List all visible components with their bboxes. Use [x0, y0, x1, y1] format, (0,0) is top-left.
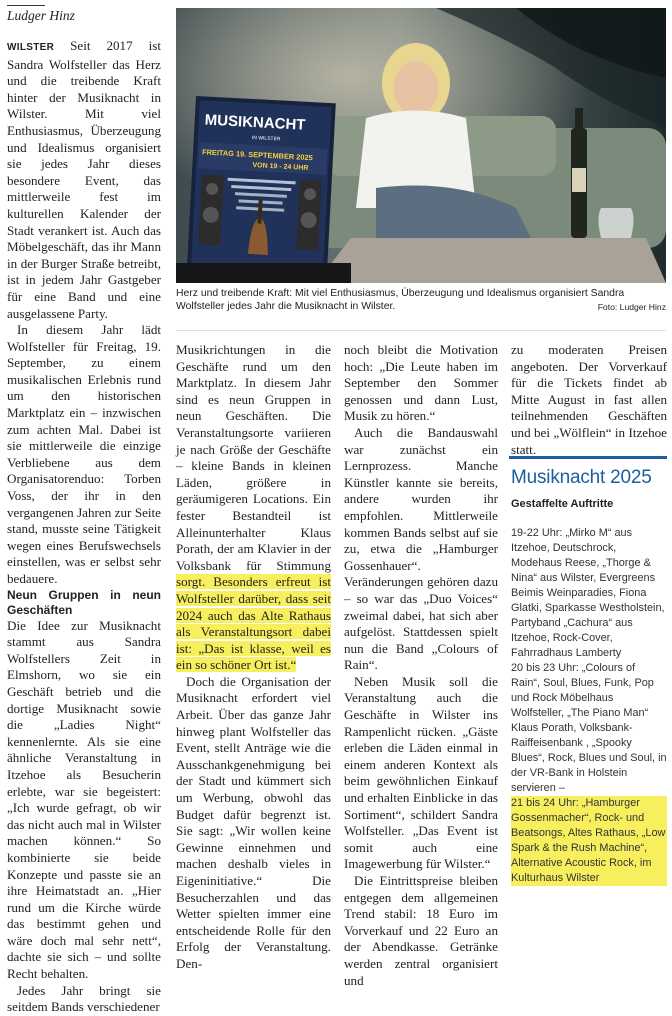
highlighted-text: sorgt. Besonders erfreut ist Wolfsteller darüber, dass seit 2024 auch das Alte Rathaus als Veranstaltungsort dabei ist: „Das ist klasse, weil es ein so schöner Ort ist.“ — [176, 574, 331, 673]
paragraph: In diesem Jahr lädt Wolfsteller für Freitag, 19. September, zu einem musikalischen Erlebnis rund um den historischen Marktplatz ein – inzwischen zum achten Mal. Dabei ist sie mittlerweile die einzige Verbliebene aus dem Organisatorenduo: Torben Voss, der ihr in den vergangenen Jahren zur Seite stand, musste seine Tätigkeit wegen eines Berufswechsels einstellen, was er selbst sehr bedauere. — [7, 322, 161, 586]
schedule-block: 20 bis 23 Uhr: „Colours of Rain“, Soul, Blues, Funk, Pop und Rock Möbelhaus Wolfsteller, „The Piano Man“ Klaus Porath, Volksbank-Raiffeisenbank , „Spooky Blues“, Rock, Blues und Soul, in der VR-Bank in Holstein servieren – — [511, 662, 667, 794]
article-column-4 — [511, 342, 667, 457]
schedule-list — [511, 526, 667, 886]
info-box-subtitle: Gestaffelte Auftritte — [511, 498, 614, 510]
article-column-1 — [7, 38, 161, 1015]
paragraph: Doch die Organisation der Musiknacht erfordert viel Arbeit. Über das ganze Jahr hinweg plant Wolfsteller das Event, stellt Anträge wie die Ausschankgenehmigung bei der Stadt und kümmert sich um Werbung, obwohl das Budget dafür begrenzt ist. Sie sagt: „Wir wollen keine Gewinne einnehmen und machen deshalb vieles in Eigeninitiative.“ Die Besucherzahlen und das Wetter spielten immer eine entscheidende Rolle für den Erfolg der Veranstaltung. Den- — [176, 673, 331, 971]
paragraph: noch bleibt die Motivation hoch: „Die Leute haben im September den Sommer genossen und dann Lust, Musik zu hören.“ — [344, 342, 498, 424]
article-column-3 — [344, 342, 498, 988]
schedule-block: 19-22 Uhr: „Mirko M“ aus Itzehoe, Deutschrock, Modehaus Reese, „Thorge & Nina“ aus Wilster, Evergreens Beimis Weinparadies, Fiona Glatki, Sparkasse Westholstein, Partyband „Cachura“ aus Itzehoe, Rock-Cover, Fahrradhaus Lamberty — [511, 527, 665, 659]
paragraph — [7, 38, 161, 322]
paragraph: Neben Musik soll die Veranstaltung auch die Geschäfte in Wilster ins Rampenlicht rücken. „Gäste erleben die Läden einmal in einem anderen Kontext als beim gewöhnlichen Einkauf und erhalten Einblicke in das Sortiment“, schildert Sandra Wolfsteller. „Das Event ist somit auch eine Imagewerbung für Wilster.“ — [344, 673, 498, 872]
poster-time: VON 19 - 24 UHR — [252, 162, 309, 172]
subheading: Neun Gruppen in neun Geschäften — [7, 587, 161, 617]
poster-date: FREITAG 19. SEPTEMBER 2025 — [201, 147, 313, 163]
article-photo — [176, 8, 666, 283]
article-column-2 — [176, 342, 331, 971]
paragraph: Auch die Bandauswahl war zunächst ein Lernprozess. Manche Künstler kannte sie bereits, andere wurden ihr empfohlen. Mittlerweile kommen Bands selbst auf sie zu, etwa die „Hamburger Gossenhauer“. Veränderungen gehören dazu – so war das „Duo Voices“ zweimal dabei, hat sich aber aufgelöst. Stattdessen spielt nun die Band „Colours of Rain“. — [344, 424, 498, 673]
paragraph: Die Idee zur Musiknacht stammt aus Sandra Wolfstellers Zeit in Elmshorn, wo sie ein Geschäft betrieb und die dortige Musiknacht sowie die „Ladies Night“ kennenlernte. Als sie eine ähnliche Veranstaltung in Itzehoe als Besucherin erlebte, war sie begeistert: „Ich wurde gefragt, ob wir das nicht auch mal in Wilster machen können.“ So kombinierte sie beide Konzepte und passte sie an ihre Heimatstadt an. „Hier rund um die Kirche würde das bestimmt gehen und wäre doch mal sehr nett“, dachte sie sich – und sollte Recht behalten. — [7, 617, 161, 982]
paragraph — [176, 342, 331, 674]
divider — [176, 330, 666, 331]
info-box — [509, 456, 667, 884]
paragraph-text: Seit 2017 ist Sandra Wolfsteller das Herz und die treibende Kraft hinter der Musiknacht in Wilster. Mit viel Enthusiasmus, Überzeugung und Idealismus organisiert sie jedes Jahr dieses besondere Event, das mittlerweile fest im kulturellen Kalender der Stadt verankert ist. Auch das Möbelgeschäft, das ihr Mann in der Burger Straße betreibt, ist in jedem Jahr Gastgeber für eine Band und eine ausgelassene Party. — [7, 38, 161, 321]
dateline: WILSTER — [7, 42, 55, 53]
poster-title: MUSIKNACHT — [204, 111, 306, 134]
paragraph-text: Musikrichtungen in die Geschäfte rund um den Marktplatz. In diesem Jahr sind es neun Gruppen in neun Geschäften. Die Veranstaltungsorte variieren je nach Größe der Geschäfte – kleine Bands in kleinen Läden, größere in geräumigeren Locations. Ein fester Bestandteil ist Alleinunterhalter Klaus Porath, der am Klavier in der Volksbank für Stimmung — [176, 342, 331, 573]
schedule-block-highlighted: 21 bis 24 Uhr: „Hamburger Gossenmacher“, Rock- und Beatsongs, Altes Rathaus, „Low Spark & the Rush Machine“, Alternative Acoustic Rock, im Kulturhaus Wilster — [511, 797, 666, 884]
photo-credit: Foto: Ludger Hinz — [597, 302, 666, 313]
photo-scene — [176, 8, 666, 283]
info-box-title: Musiknacht 2025 — [511, 467, 652, 488]
paragraph: Jedes Jahr bringt sie seitdem Bands verschiedener — [7, 982, 161, 1015]
paragraph: zu moderaten Preisen angeboten. Der Vorverkauf für die Tickets findet ab Mitte August in fast allen teilnehmenden Geschäften und bei „Wölflein“ in Itzehoe statt. — [511, 342, 667, 457]
poster-place: IN WILSTER — [251, 134, 281, 143]
caption-text: Herz und treibende Kraft: Mit viel Enthusiasmus, Überzeugung und Idealismus organisiert Sandra Wolfsteller jedes Jahr die Musiknacht in Wilster. — [176, 288, 625, 313]
photo-caption — [176, 287, 666, 314]
top-rule — [7, 5, 45, 6]
author-byline: Ludger Hinz — [7, 8, 75, 23]
paragraph: Die Eintrittspreise bleiben entgegen dem allgemeinen Trend stabil: 18 Euro im Vorverkauf und 22 Euro an der Abendkasse. Getränke werden zentral organisiert und — [344, 873, 498, 988]
